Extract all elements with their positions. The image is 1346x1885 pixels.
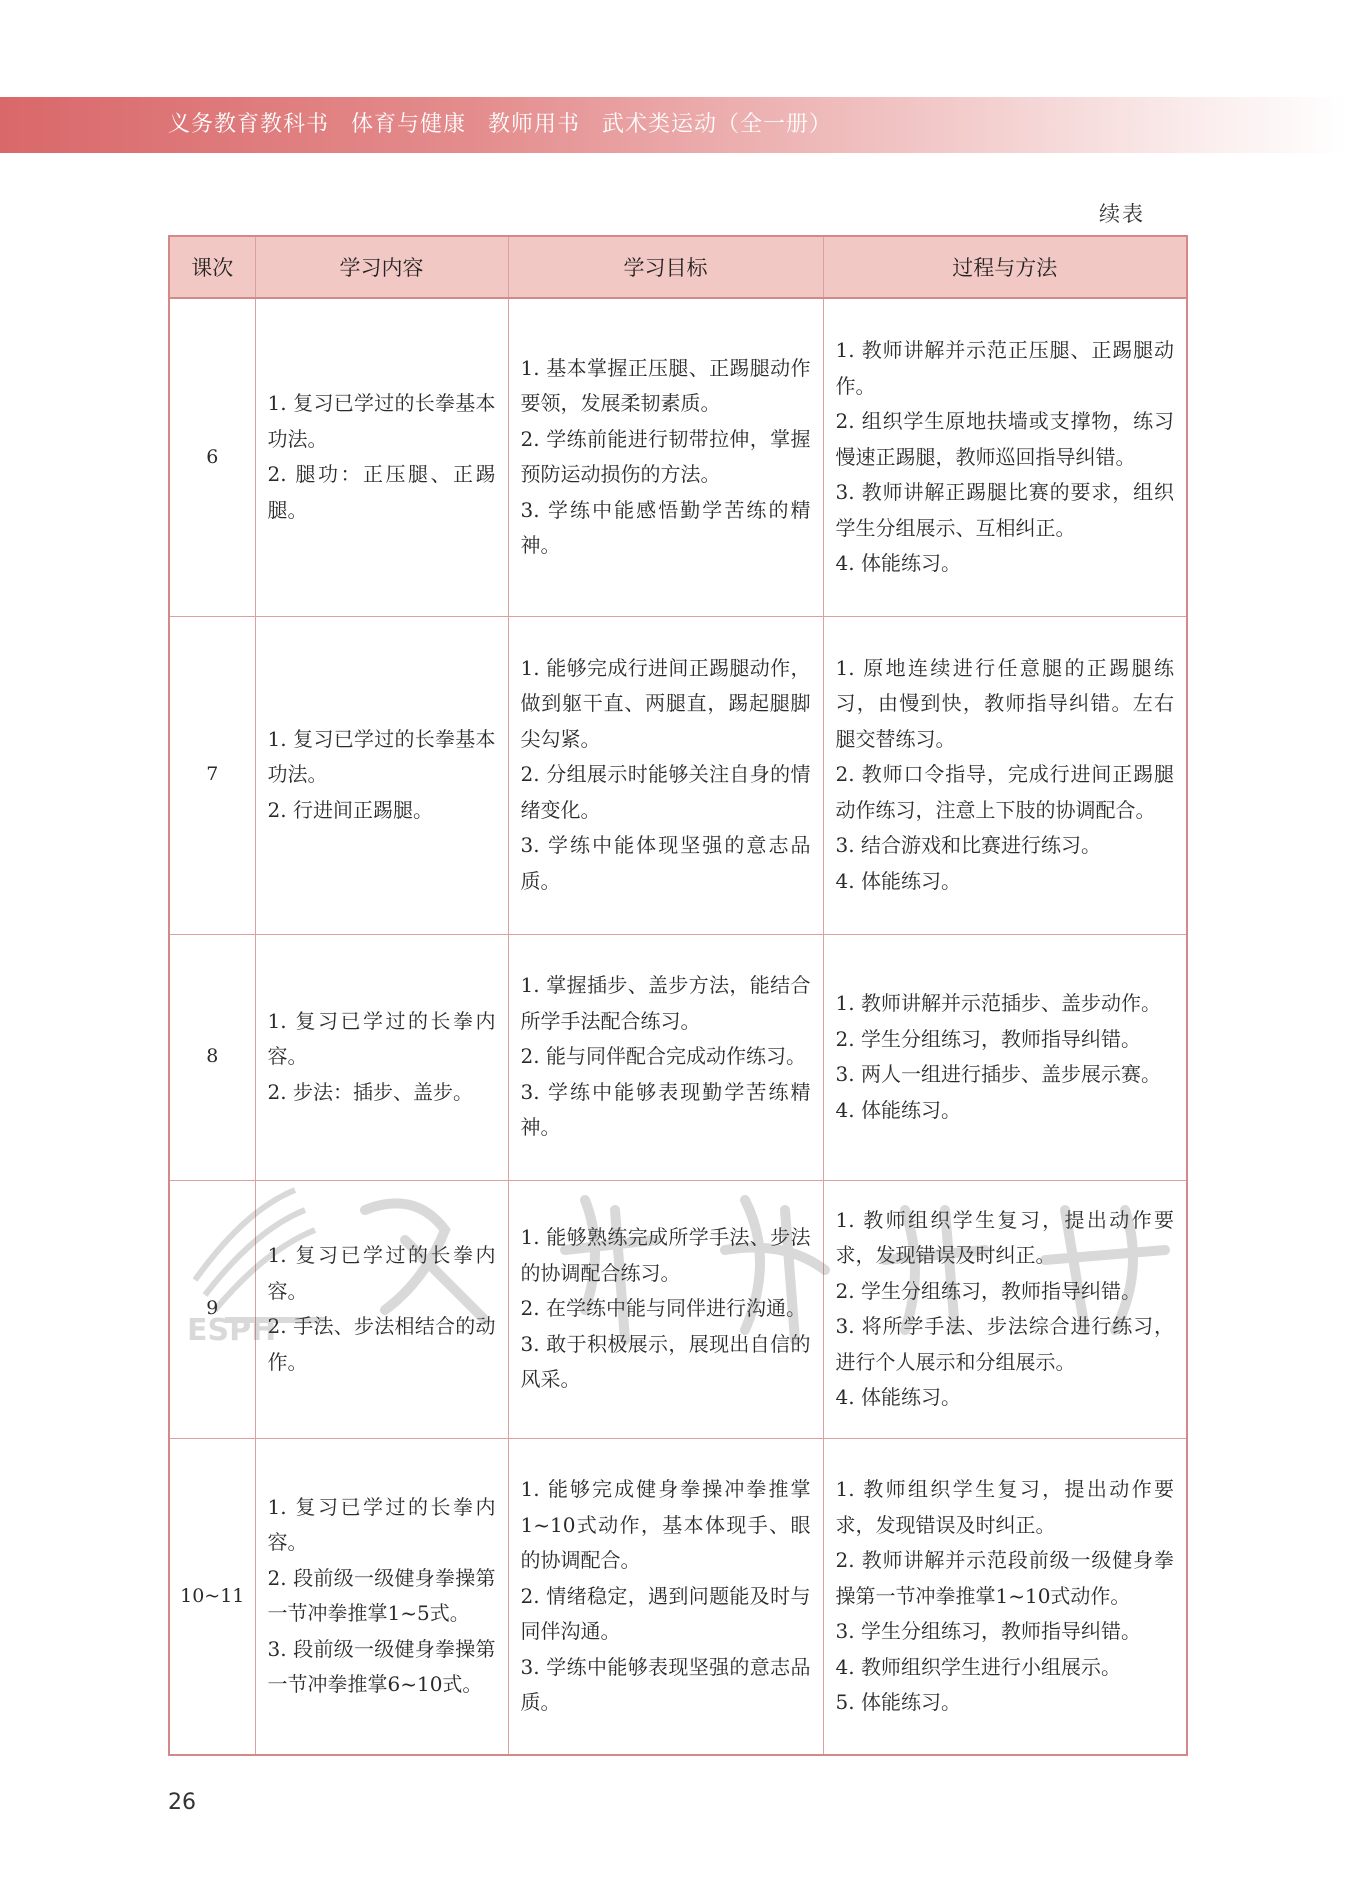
- table-row: [169, 934, 1187, 1180]
- header-goals: 学习目标: [508, 236, 823, 298]
- header-methods: 过程与方法: [823, 236, 1187, 298]
- content-item: 2. 步法：插步、盖步。: [267, 1079, 473, 1104]
- goal-item: 3. 学练中能够表现勤学苦练精神。: [520, 1079, 811, 1140]
- table-row: [169, 1438, 1187, 1755]
- method-item: 1. 教师讲解并示范插步、盖步动作。: [835, 991, 1161, 1015]
- book-title: [168, 108, 854, 142]
- goal-item: 2. 学练前能进行韧带拉伸，掌握预防运动损伤的方法。: [520, 426, 811, 487]
- goal-item: 2. 能与同伴配合完成动作练习。: [520, 1044, 806, 1069]
- method-item: 1. 教师组织学生复习，提出动作要求，发现错误及时纠正。: [835, 1477, 1174, 1537]
- goals-cell: [508, 1180, 823, 1438]
- header-lesson: 课次: [169, 236, 255, 298]
- goals-cell: [508, 298, 823, 616]
- lesson-number: 10~11: [169, 1438, 255, 1755]
- method-item: 3. 两人一组进行插步、盖步展示赛。: [835, 1062, 1161, 1086]
- content-cell: [255, 1438, 508, 1755]
- content-item: 2. 手法、步法相结合的动作。: [267, 1314, 496, 1374]
- content-cell: [255, 934, 508, 1180]
- goal-item: 3. 学练中能感悟勤学苦练的精神。: [520, 497, 811, 558]
- goals-cell: [508, 616, 823, 934]
- watermark-text: ESPH: [187, 1313, 277, 1348]
- page-number: 26: [168, 1790, 196, 1815]
- goal-item: 1. 能够完成行进间正踢腿动作，做到躯干直、两腿直，踢起腿脚尖勾紧。: [520, 655, 811, 751]
- method-item: 2. 教师口令指导，完成行进间正踢腿动作练习，注意上下肢的协调配合。: [835, 762, 1174, 822]
- method-item: 2. 学生分组练习，教师指导纠错。: [835, 1278, 1141, 1303]
- goal-item: 1. 掌握插步、盖步方法，能结合所学手法配合练习。: [520, 973, 811, 1033]
- content-item: 2. 段前级一级健身拳操第一节冲拳推掌1~5式。: [267, 1565, 496, 1626]
- goal-item: 1. 基本掌握正压腿、正踢腿动作要领，发展柔韧素质。: [520, 355, 811, 416]
- lesson-number: 6: [169, 298, 255, 616]
- content-cell: [255, 298, 508, 616]
- methods-cell: [823, 934, 1187, 1180]
- book-type: 教师用书: [488, 112, 581, 137]
- content-item: 1. 复习已学过的长拳内容。: [267, 1494, 496, 1555]
- table-row: [169, 298, 1187, 616]
- table-row: [169, 1180, 1187, 1438]
- content-cell: [255, 1180, 508, 1438]
- goal-item: 2. 情绪稳定，遇到问题能及时与同伴沟通。: [520, 1583, 811, 1643]
- methods-cell: [823, 616, 1187, 934]
- book-series: 义务教育教科书: [168, 112, 330, 137]
- book-volume: 武术类运动（全一册）: [602, 112, 833, 137]
- content-item: 1. 复习已学过的长拳基本功法。: [267, 726, 496, 787]
- method-item: 3. 结合游戏和比赛进行练习。: [835, 833, 1101, 858]
- content-item: 1. 复习已学过的长拳内容。: [267, 1008, 496, 1069]
- method-item: 3. 学生分组练习，教师指导纠错。: [835, 1619, 1141, 1643]
- method-item: 1. 原地连续进行任意腿的正踢腿练习，由慢到快，教师指导纠错。左右腿交替练习。: [835, 655, 1174, 751]
- table-row: [169, 616, 1187, 934]
- method-item: 2. 教师讲解并示范段前级一级健身拳操第一节冲拳推掌1~10式动作。: [835, 1548, 1174, 1608]
- goal-item: 3. 学练中能体现坚强的意志品质。: [520, 833, 811, 893]
- method-item: 3. 将所学手法、步法综合进行练习，进行个人展示和分组展示。: [835, 1314, 1174, 1374]
- method-item: 4. 体能练习。: [835, 868, 961, 893]
- table-header-row: [169, 236, 1187, 298]
- lesson-plan-table: [168, 235, 1188, 1756]
- method-item: 2. 组织学生原地扶墙或支撑物，练习慢速正踢腿，教师巡回指导纠错。: [835, 409, 1174, 469]
- methods-cell: [823, 1438, 1187, 1755]
- header-content: 学习内容: [255, 236, 508, 298]
- method-item: 3. 教师讲解正踢腿比赛的要求，组织学生分组展示、互相纠正。: [835, 480, 1174, 540]
- goal-item: 2. 在学练中能与同伴进行沟通。: [520, 1296, 806, 1321]
- method-item: 1. 教师组织学生复习，提出动作要求，发现错误及时纠正。: [835, 1207, 1174, 1267]
- method-item: 5. 体能练习。: [835, 1690, 961, 1714]
- goal-item: 1. 能够熟练完成所学手法、步法的协调配合练习。: [520, 1225, 811, 1285]
- method-item: 4. 体能练习。: [835, 551, 961, 575]
- goal-item: 3. 敢于积极展示，展现出自信的风采。: [520, 1331, 811, 1392]
- goals-cell: [508, 1438, 823, 1755]
- goal-item: 3. 学练中能够表现坚强的意志品质。: [520, 1654, 811, 1714]
- goal-item: 1. 能够完成健身拳操冲拳推掌1~10式动作，基本体现手、眼的协调配合。: [520, 1477, 811, 1572]
- continued-label: 续表: [1099, 202, 1145, 226]
- content-item: 1. 复习已学过的长拳内容。: [267, 1243, 496, 1303]
- method-item: 4. 体能练习。: [835, 1097, 961, 1122]
- method-item: 4. 教师组织学生进行小组展示。: [835, 1654, 1121, 1679]
- book-subject: 体育与健康: [351, 112, 467, 137]
- content-item: 1. 复习已学过的长拳基本功法。: [267, 391, 496, 451]
- goals-cell: [508, 934, 823, 1180]
- method-item: 2. 学生分组练习，教师指导纠错。: [835, 1026, 1141, 1051]
- methods-cell: [823, 1180, 1187, 1438]
- lesson-number: 7: [169, 616, 255, 934]
- goal-item: 2. 分组展示时能够关注自身的情绪变化。: [520, 762, 811, 822]
- methods-cell: [823, 298, 1187, 616]
- content-item: 2. 腿功：正压腿、正踢腿。: [267, 462, 496, 522]
- content-item: 2. 行进间正踢腿。: [267, 797, 433, 822]
- method-item: 4. 体能练习。: [835, 1385, 961, 1409]
- lesson-number: 9: [169, 1180, 255, 1438]
- lesson-number: 8: [169, 934, 255, 1180]
- content-cell: [255, 616, 508, 934]
- method-item: 1. 教师讲解并示范正压腿、正踢腿动作。: [835, 338, 1174, 398]
- content-item: 3. 段前级一级健身拳操第一节冲拳推掌6~10式。: [267, 1636, 496, 1697]
